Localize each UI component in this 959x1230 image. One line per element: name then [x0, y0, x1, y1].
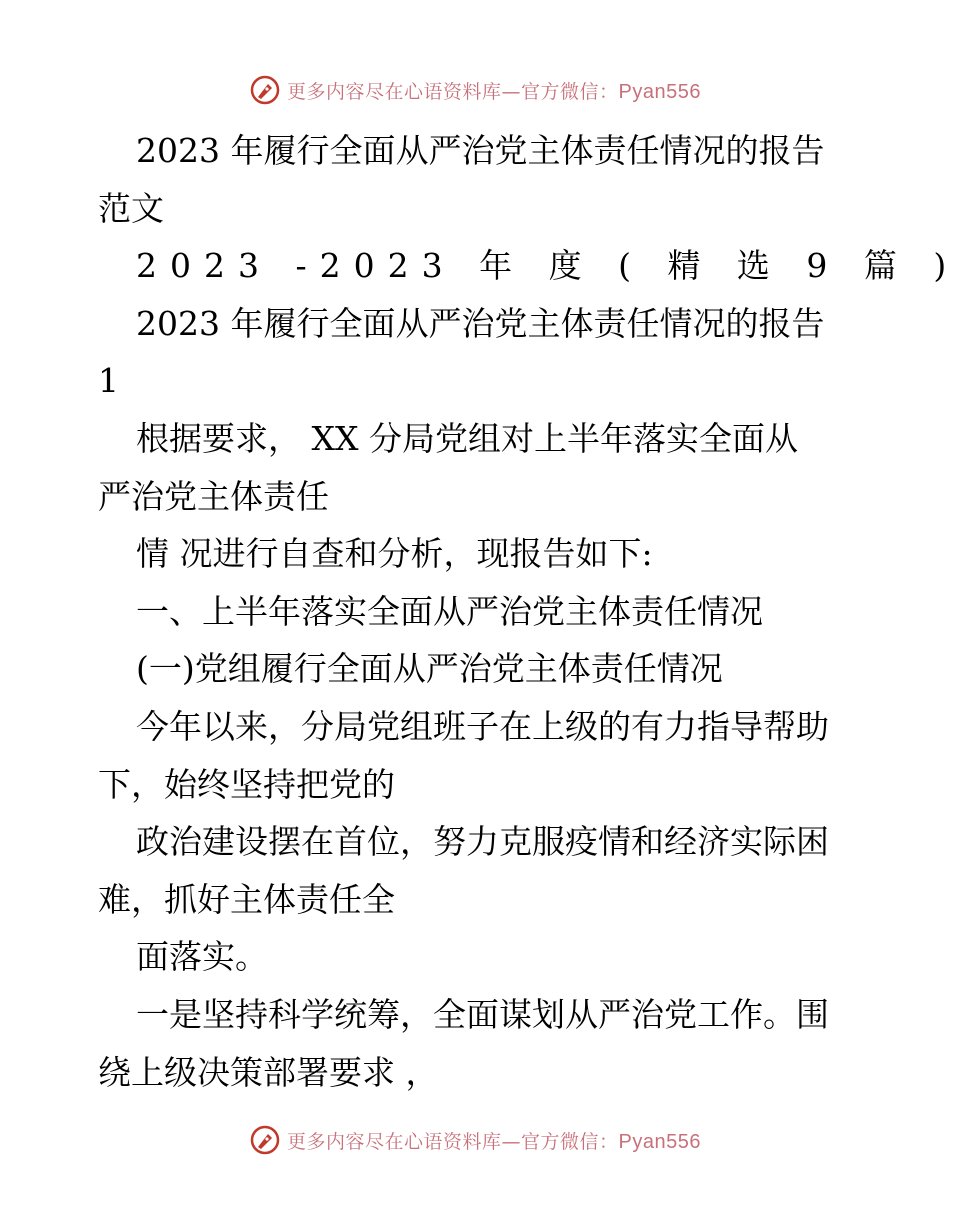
section-title-line-1: 2023 年履行全面从严治党主体责任情况的报告 [136, 303, 825, 343]
paragraph-line: 根据要求， XX 分局党组对上半年落实全面从 [136, 418, 798, 458]
paragraph-line: 一是坚持科学统筹，全面谋划从严治党工作。围 [136, 994, 829, 1034]
pen-nib-logo-icon [249, 1124, 281, 1156]
paragraph-line: 面落实。 [136, 937, 268, 977]
watermark-text: 更多内容尽在心语资料库—官方微信： [287, 1130, 619, 1153]
footer-watermark [0, 1120, 950, 1160]
subtitle-line: 2023 -2023 年 度 ( 精 选 9 篇 ) [136, 246, 959, 286]
paragraph-line: 今年以来，分局党组班子在上级的有力指导帮助 [136, 706, 829, 746]
title-line-2: 范文 [98, 188, 164, 228]
section-title-line-2: 1 [98, 361, 119, 401]
paragraph-line: 难，抓好主体责任全 [98, 879, 395, 919]
paragraph-line: 绕上级决策部署要求 ， [98, 1052, 439, 1092]
watermark-wechat-id: Pyan556 [618, 80, 701, 103]
title-line-1: 2023 年履行全面从严治党主体责任情况的报告 [136, 131, 825, 170]
paragraph-line: 情 况进行自查和分析，现报告如下: [136, 534, 653, 574]
pen-nib-logo-icon [249, 74, 281, 106]
paragraph-line: 下，始终坚持把党的 [98, 764, 395, 804]
document-body [98, 122, 959, 1101]
paragraph-line: 政治建设摆在首位，努力克服疫情和经济实际困 [136, 822, 829, 862]
subheading-line: (一)党组履行全面从严治党主体责任情况 [136, 649, 723, 689]
watermark-wechat-id: Pyan556 [618, 1130, 701, 1153]
watermark-text: 更多内容尽在心语资料库—官方微信： [287, 80, 619, 103]
header-watermark [0, 70, 950, 110]
heading-line: 一、上半年落实全面从严治党主体责任情况 [136, 591, 763, 631]
paragraph-line: 严治党主体责任 [98, 476, 329, 516]
